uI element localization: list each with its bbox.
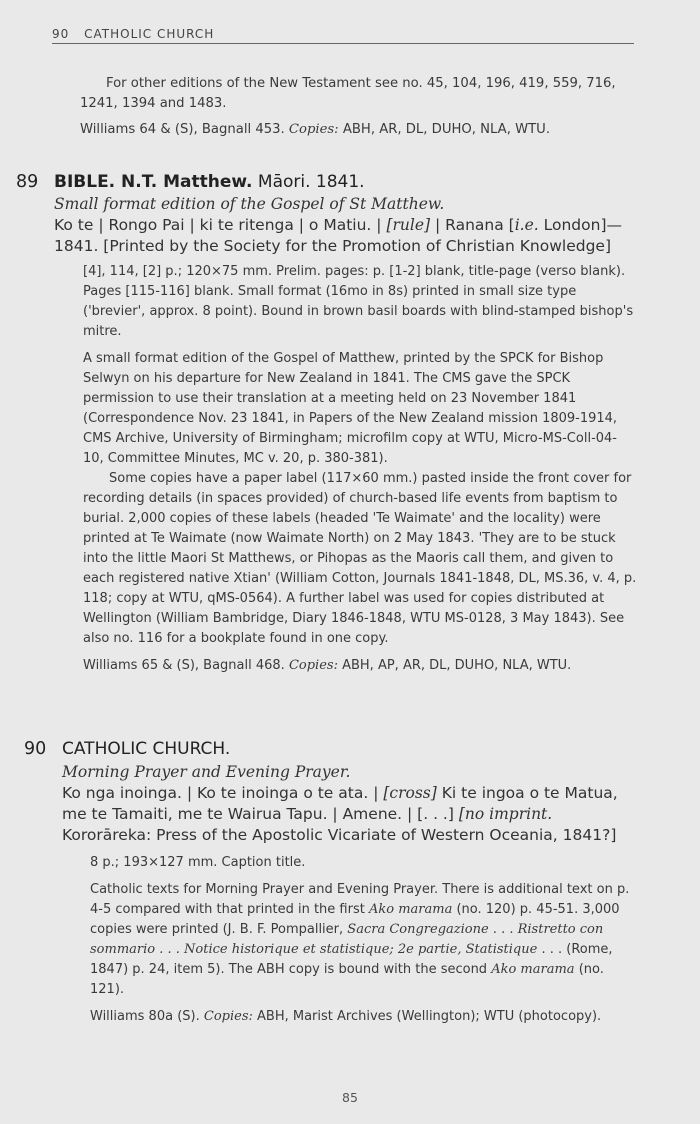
title-transcription: Ko te | Rongo Pai | ki te ritenga | o Matiu. | [rule] | Ranana [i.e. London]— xyxy=(54,216,622,234)
running-title: CATHOLIC CHURCH xyxy=(84,27,215,41)
entry-heading: CATHOLIC CHURCH. xyxy=(62,739,231,759)
entry-subtitle: Morning Prayer and Evening Prayer. xyxy=(62,763,351,781)
continued-text xyxy=(80,74,636,140)
imprint: 1841. [Printed by the Society for the Promotion of Christian Knowledge] xyxy=(54,237,612,255)
note-paragraph: A small format edition of the Gospel of Matthew, printed by the SPCK for Bishop Selwyn on his departure for New Zealand in 1841. The CMS gave the SPCK permission to use their translation at a meeting held on 23 November 1841 (Correspondence Nov. 23 1841, in Papers of the New Zealand mission 1809-1914, CMS Archive, University of Birmingham; microfilm copy at WTU, Micro-MS-Coll-04-10, Committee Minutes, MC v. 20, p. 380-381). xyxy=(83,351,618,466)
other-editions-note: For other editions of the New Testament see no. 45, 104, 196, 419, 559, 716, 1241, 1394 and 1483. xyxy=(80,76,616,111)
entry-90 xyxy=(62,762,638,846)
references: Williams 64 & (S), Bagnall 453. Copies: ABH, AR, DL, DUHO, NLA, WTU. xyxy=(80,122,551,137)
note-paragraph: Catholic texts for Morning Prayer and Evening Prayer. There is additional text on p. 4-5 compared with that printed in the first Ako marama (no. 120) p. 45-51. 3,000 copies were printed (J. B. F. Pompallier, Sacra Congregazione . . . Ristretto con sommario . . . Notice historique et statistique; 2e partie, Statistique . . . (Rome, 1847) p. 24, item 5). The ABH copy is bound with the second Ako marama (no. 121). xyxy=(90,882,630,997)
collation: [4], 114, [2] p.; 120×75 mm. Prelim. pages: p. [1-2] blank, title-page (verso blank). Pages [115-116] blank. Small format (16mo in 8s) printed in small size type ('brevier', approx. 8 point). Bound in brown basil boards with blind-stamped bishop's mitre. xyxy=(83,264,634,339)
collation: 8 p.; 193×127 mm. Caption title. xyxy=(90,855,306,870)
page-number: 90 xyxy=(52,27,70,41)
title-transcription: me te Tamaiti, me te Wairua Tapu. | Amene. | [. . .] [no imprint. xyxy=(62,805,553,823)
references: Williams 80a (S). Copies: ABH, Marist Archives (Wellington); WTU (photocopy). xyxy=(90,1009,602,1024)
entry-89 xyxy=(54,194,638,257)
title-transcription: Ko nga inoinga. | Ko te inoinga o te ata. | [cross] Ki te ingoa o te Matua, xyxy=(62,784,618,802)
entry-subtitle: Small format edition of the Gospel of St Matthew. xyxy=(54,195,445,213)
references: Williams 65 & (S), Bagnall 468. Copies: ABH, AP, AR, DL, DUHO, NLA, WTU. xyxy=(83,658,572,673)
running-head xyxy=(52,27,634,44)
folio-number: 85 xyxy=(342,1090,358,1105)
entry-number: 90 xyxy=(24,739,47,759)
imprint: Kororāreka: Press of the Apostolic Vicariate of Western Oceania, 1841?] xyxy=(62,826,617,844)
note-paragraph: Some copies have a paper label (117×60 mm.) pasted inside the front cover for recording details (in spaces provided) of church-based life events from baptism to burial. 2,000 copies of these labels (headed 'Te Waimate' and the locality) were printed at Te Waimate (now Waimate North) on 2 May 1843. 'They are to be stuck into the little Maori St Matthews, or Pihopas as the Maoris call them, and given to each registered native Xtian' (William Cotton, Journals 1841-1848, DL, MS.36, v. 4, p. 118; copy at WTU, qMS-0564). A further label was used for copies distributed at Wellington (William Bambridge, Diary 1846-1848, WTU MS-0128, 3 May 1843). See also no. 116 for a bookplate found in one copy. xyxy=(83,471,637,646)
entry-number: 89 xyxy=(16,172,39,192)
entry-heading: BIBLE. N.T. Matthew. Māori. 1841. xyxy=(54,172,365,192)
entry-90-body xyxy=(90,853,638,1027)
entry-89-body xyxy=(83,262,637,676)
